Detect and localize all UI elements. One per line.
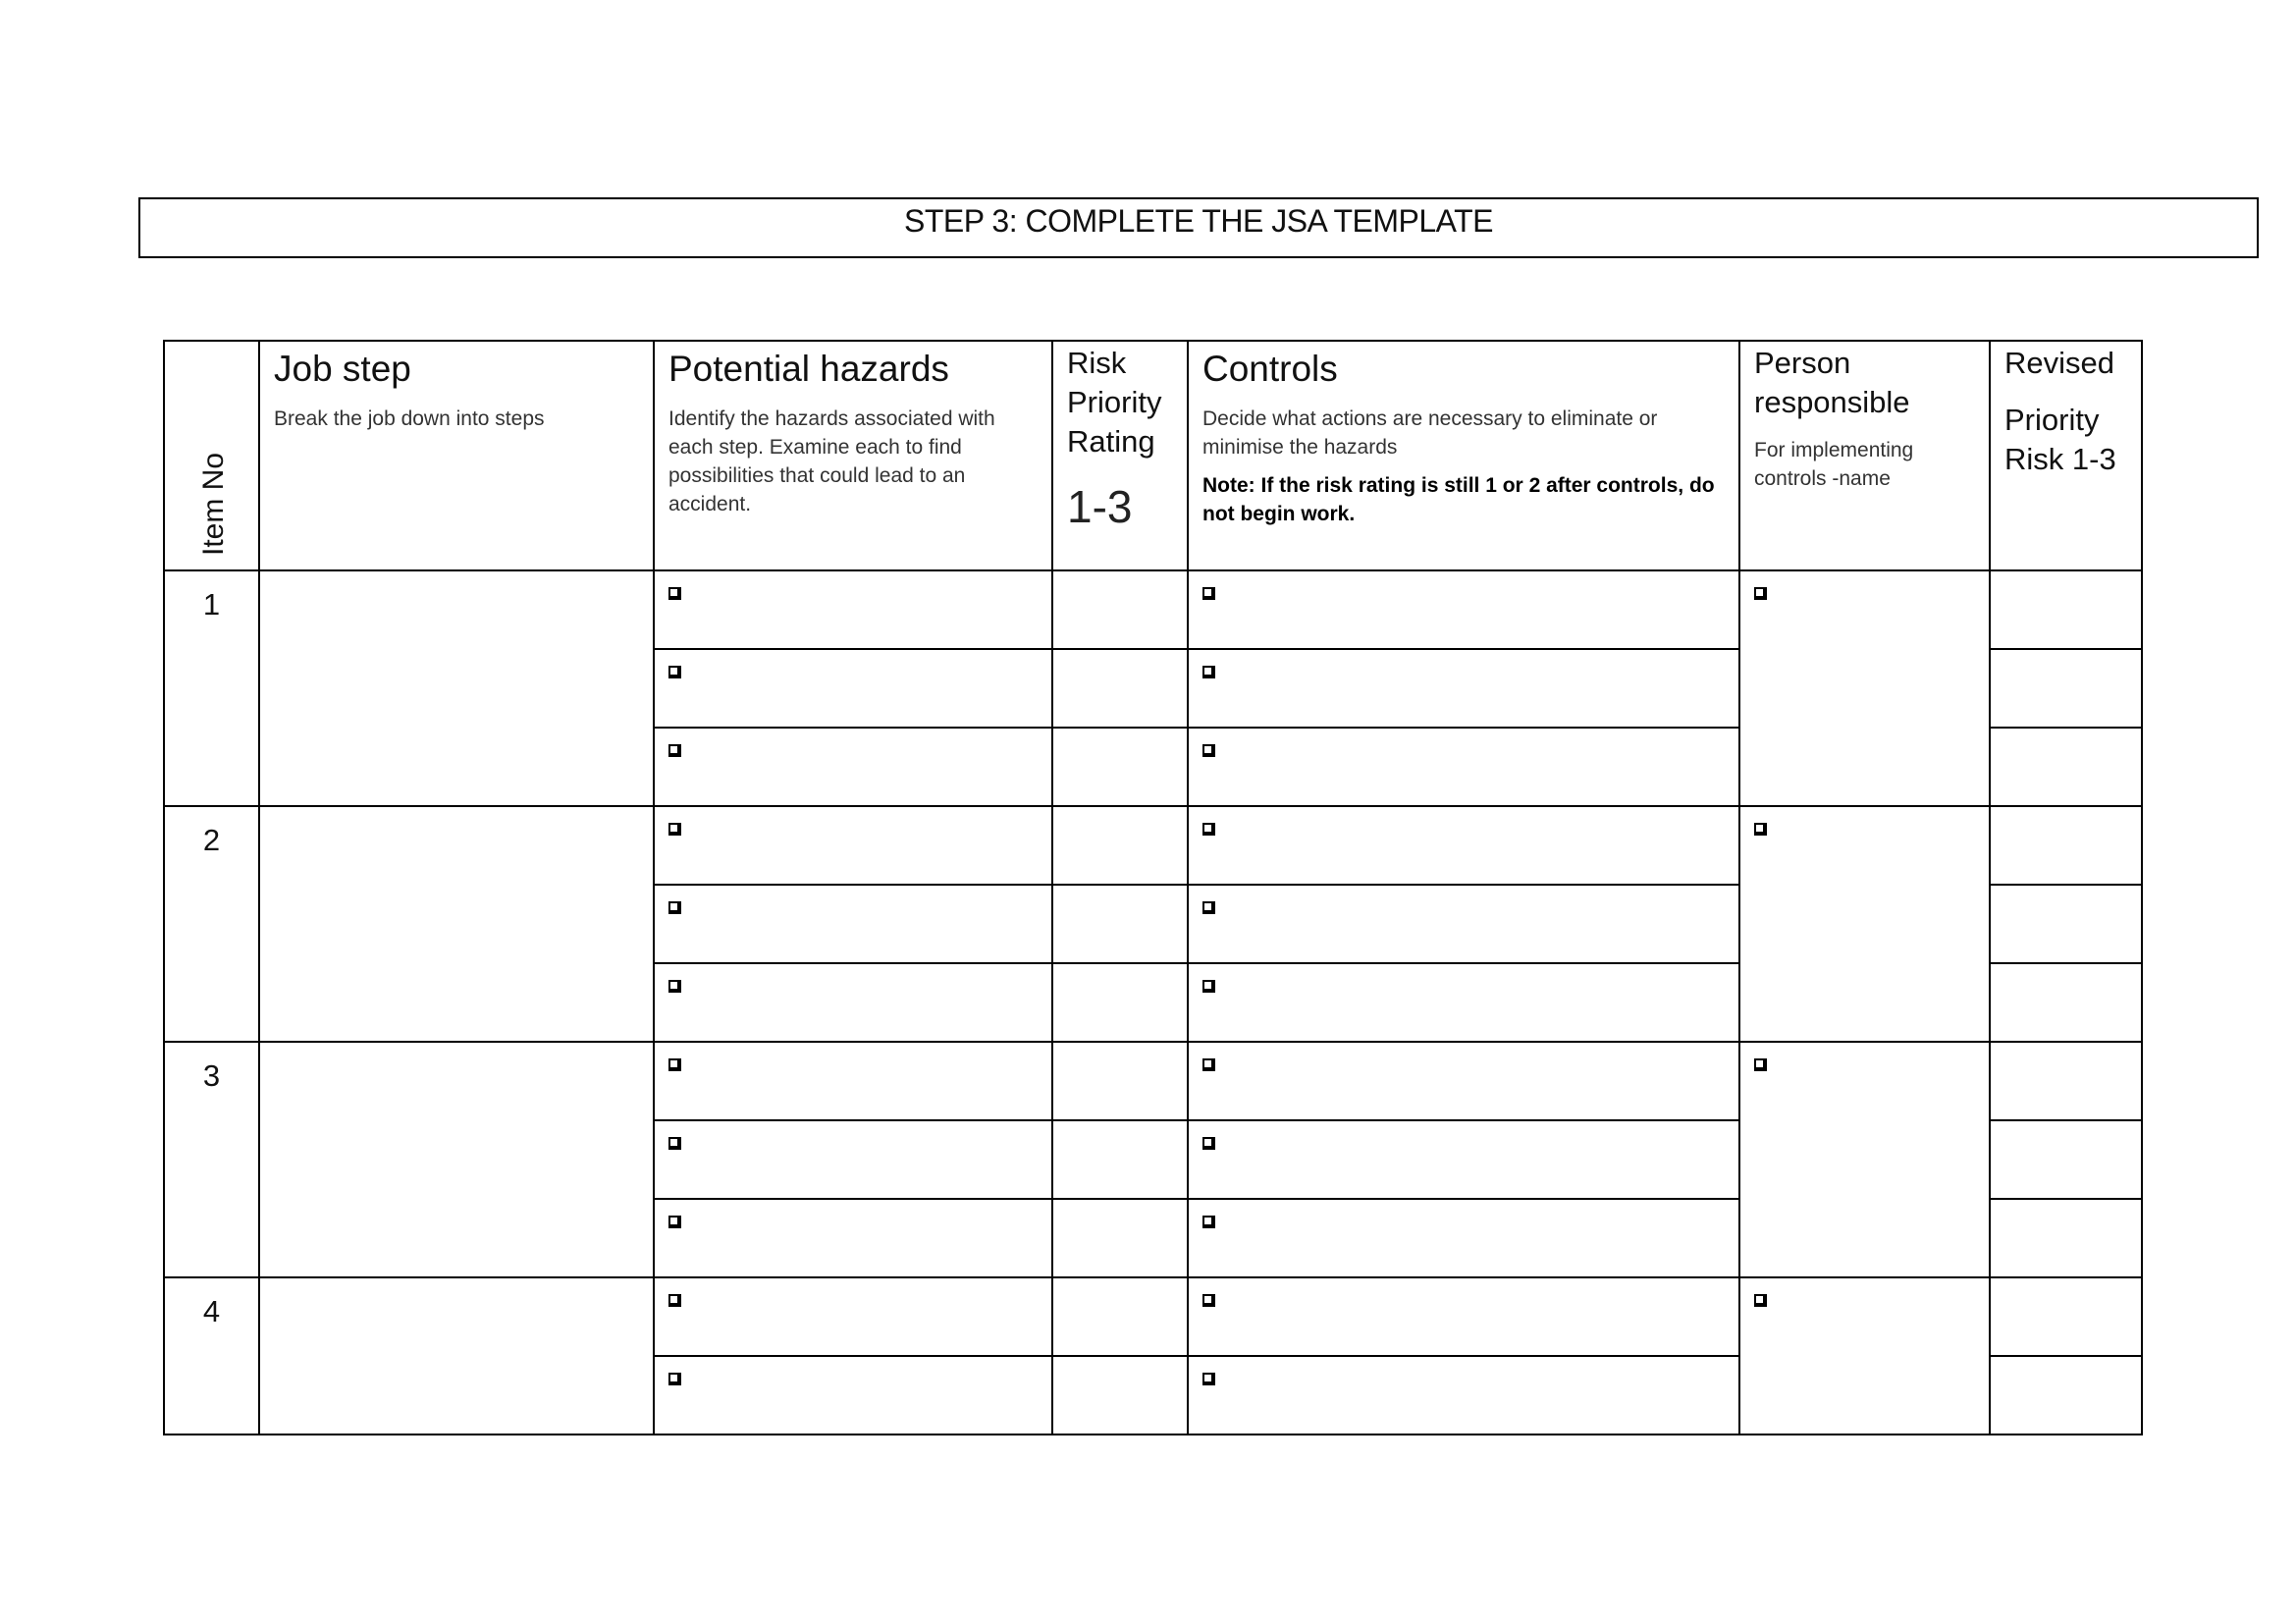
revised-risk-cell[interactable] (1990, 885, 2142, 963)
title-box (138, 197, 2259, 258)
revised-risk-cell[interactable] (1990, 1120, 2142, 1199)
job-step-cell[interactable] (259, 1042, 654, 1277)
controls-heading: Controls (1202, 349, 1338, 389)
revised-risk-cell[interactable] (1990, 570, 2142, 649)
hazard-cell[interactable] (654, 806, 1052, 885)
revised-risk-cell[interactable] (1990, 649, 2142, 728)
table-row (164, 1042, 2142, 1120)
hazard-cell[interactable] (654, 1199, 1052, 1277)
checkbox-icon[interactable] (668, 1373, 681, 1385)
risk-rating-cell[interactable] (1052, 806, 1188, 885)
checkbox-icon[interactable] (1202, 744, 1215, 757)
revised-risk-cell[interactable] (1990, 1042, 2142, 1120)
checkbox-icon[interactable] (1202, 901, 1215, 914)
hazard-cell[interactable] (654, 1120, 1052, 1199)
risk-rating-cell[interactable] (1052, 649, 1188, 728)
hazards-heading: Potential hazards (668, 349, 949, 389)
control-cell[interactable] (1188, 1356, 1739, 1435)
revised-heading: Revised (2004, 346, 2114, 380)
hazard-cell[interactable] (654, 963, 1052, 1042)
person-responsible-cell[interactable] (1739, 806, 1990, 1042)
checkbox-icon[interactable] (668, 980, 681, 993)
table-row (164, 1277, 2142, 1356)
item-number-cell (164, 1042, 259, 1277)
jsa-body (164, 570, 2142, 1435)
risk-rating-cell[interactable] (1052, 1277, 1188, 1356)
item-number-cell (164, 806, 259, 1042)
header-risk (1052, 341, 1188, 570)
item-number: 1 (202, 587, 221, 622)
risk-rating-cell[interactable] (1052, 885, 1188, 963)
checkbox-icon[interactable] (1202, 980, 1215, 993)
controls-desc: Decide what actions are necessary to eliminate or minimise the hazards (1202, 407, 1658, 459)
hazards-desc: Identify the hazards associated with each step. Examine each to find possibilities that could lead to an accident. (668, 407, 995, 515)
control-cell[interactable] (1188, 570, 1739, 649)
checkbox-icon[interactable] (1202, 1216, 1215, 1228)
item-number: 2 (202, 823, 221, 857)
hazard-cell[interactable] (654, 885, 1052, 963)
header-person (1739, 341, 1990, 570)
header-job-step (259, 341, 654, 570)
controls-note: Note: If the risk rating is still 1 or 2 after controls, do not begin work. (1202, 474, 1715, 525)
job-step-cell[interactable] (259, 570, 654, 806)
risk-rating-cell[interactable] (1052, 1356, 1188, 1435)
control-cell[interactable] (1188, 1042, 1739, 1120)
risk-rating-cell[interactable] (1052, 963, 1188, 1042)
job-step-cell[interactable] (259, 1277, 654, 1435)
risk-range: 1-3 (1067, 481, 1133, 532)
checkbox-icon[interactable] (1754, 823, 1767, 836)
hazard-cell[interactable] (654, 570, 1052, 649)
control-cell[interactable] (1188, 885, 1739, 963)
hazard-cell[interactable] (654, 1277, 1052, 1356)
control-cell[interactable] (1188, 1120, 1739, 1199)
person-desc: For implementing controls -name (1754, 439, 1914, 490)
header-row (164, 341, 2142, 570)
hazard-cell[interactable] (654, 1042, 1052, 1120)
checkbox-icon[interactable] (1202, 823, 1215, 836)
revised-risk-cell[interactable] (1990, 1356, 2142, 1435)
hazard-cell[interactable] (654, 1356, 1052, 1435)
checkbox-icon[interactable] (668, 744, 681, 757)
job-step-heading: Job step (274, 349, 411, 389)
control-cell[interactable] (1188, 806, 1739, 885)
checkbox-icon[interactable] (1754, 1294, 1767, 1307)
item-number: 3 (202, 1058, 221, 1093)
control-cell[interactable] (1188, 1277, 1739, 1356)
header-item-no (164, 341, 259, 570)
risk-rating-cell[interactable] (1052, 1199, 1188, 1277)
control-cell[interactable] (1188, 728, 1739, 806)
header-controls (1188, 341, 1739, 570)
checkbox-icon[interactable] (668, 1058, 681, 1071)
checkbox-icon[interactable] (1202, 1294, 1215, 1307)
checkbox-icon[interactable] (1202, 587, 1215, 600)
hazard-cell[interactable] (654, 649, 1052, 728)
item-number-cell (164, 1277, 259, 1435)
checkbox-icon[interactable] (1202, 1373, 1215, 1385)
control-cell[interactable] (1188, 1199, 1739, 1277)
job-step-cell[interactable] (259, 806, 654, 1042)
person-heading: Person responsible (1754, 346, 1910, 419)
checkbox-icon[interactable] (1202, 666, 1215, 678)
table-row (164, 806, 2142, 885)
header-hazards (654, 341, 1052, 570)
item-number: 4 (202, 1294, 221, 1328)
checkbox-icon[interactable] (668, 666, 681, 678)
person-responsible-cell[interactable] (1739, 1042, 1990, 1277)
job-step-desc: Break the job down into steps (274, 407, 545, 430)
checkbox-icon[interactable] (668, 1216, 681, 1228)
item-no-label: Item No (196, 452, 230, 556)
hazard-cell[interactable] (654, 728, 1052, 806)
revised-risk-cell[interactable] (1990, 728, 2142, 806)
checkbox-icon[interactable] (668, 901, 681, 914)
revised-risk-cell[interactable] (1990, 963, 2142, 1042)
revised-risk-cell[interactable] (1990, 806, 2142, 885)
revised-risk-cell[interactable] (1990, 1199, 2142, 1277)
checkbox-icon[interactable] (1202, 1137, 1215, 1150)
checkbox-icon[interactable] (668, 587, 681, 600)
checkbox-icon[interactable] (668, 1294, 681, 1307)
control-cell[interactable] (1188, 963, 1739, 1042)
checkbox-icon[interactable] (1202, 1058, 1215, 1071)
control-cell[interactable] (1188, 649, 1739, 728)
page-title: STEP 3: COMPLETE THE JSA TEMPLATE (904, 203, 1493, 239)
revised-desc: Priority Risk 1-3 (2004, 403, 2116, 476)
person-responsible-cell[interactable] (1739, 570, 1990, 806)
header-revised (1990, 341, 2142, 570)
jsa-table (163, 340, 2143, 1435)
checkbox-icon[interactable] (1754, 1058, 1767, 1071)
table-row (164, 570, 2142, 649)
risk-rating-cell[interactable] (1052, 1120, 1188, 1199)
risk-rating-cell[interactable] (1052, 570, 1188, 649)
revised-risk-cell[interactable] (1990, 1277, 2142, 1356)
person-responsible-cell[interactable] (1739, 1277, 1990, 1435)
risk-rating-cell[interactable] (1052, 1042, 1188, 1120)
item-number-cell (164, 570, 259, 806)
risk-heading: Risk Priority Rating (1067, 346, 1162, 459)
checkbox-icon[interactable] (1754, 587, 1767, 600)
checkbox-icon[interactable] (668, 823, 681, 836)
risk-rating-cell[interactable] (1052, 728, 1188, 806)
checkbox-icon[interactable] (668, 1137, 681, 1150)
